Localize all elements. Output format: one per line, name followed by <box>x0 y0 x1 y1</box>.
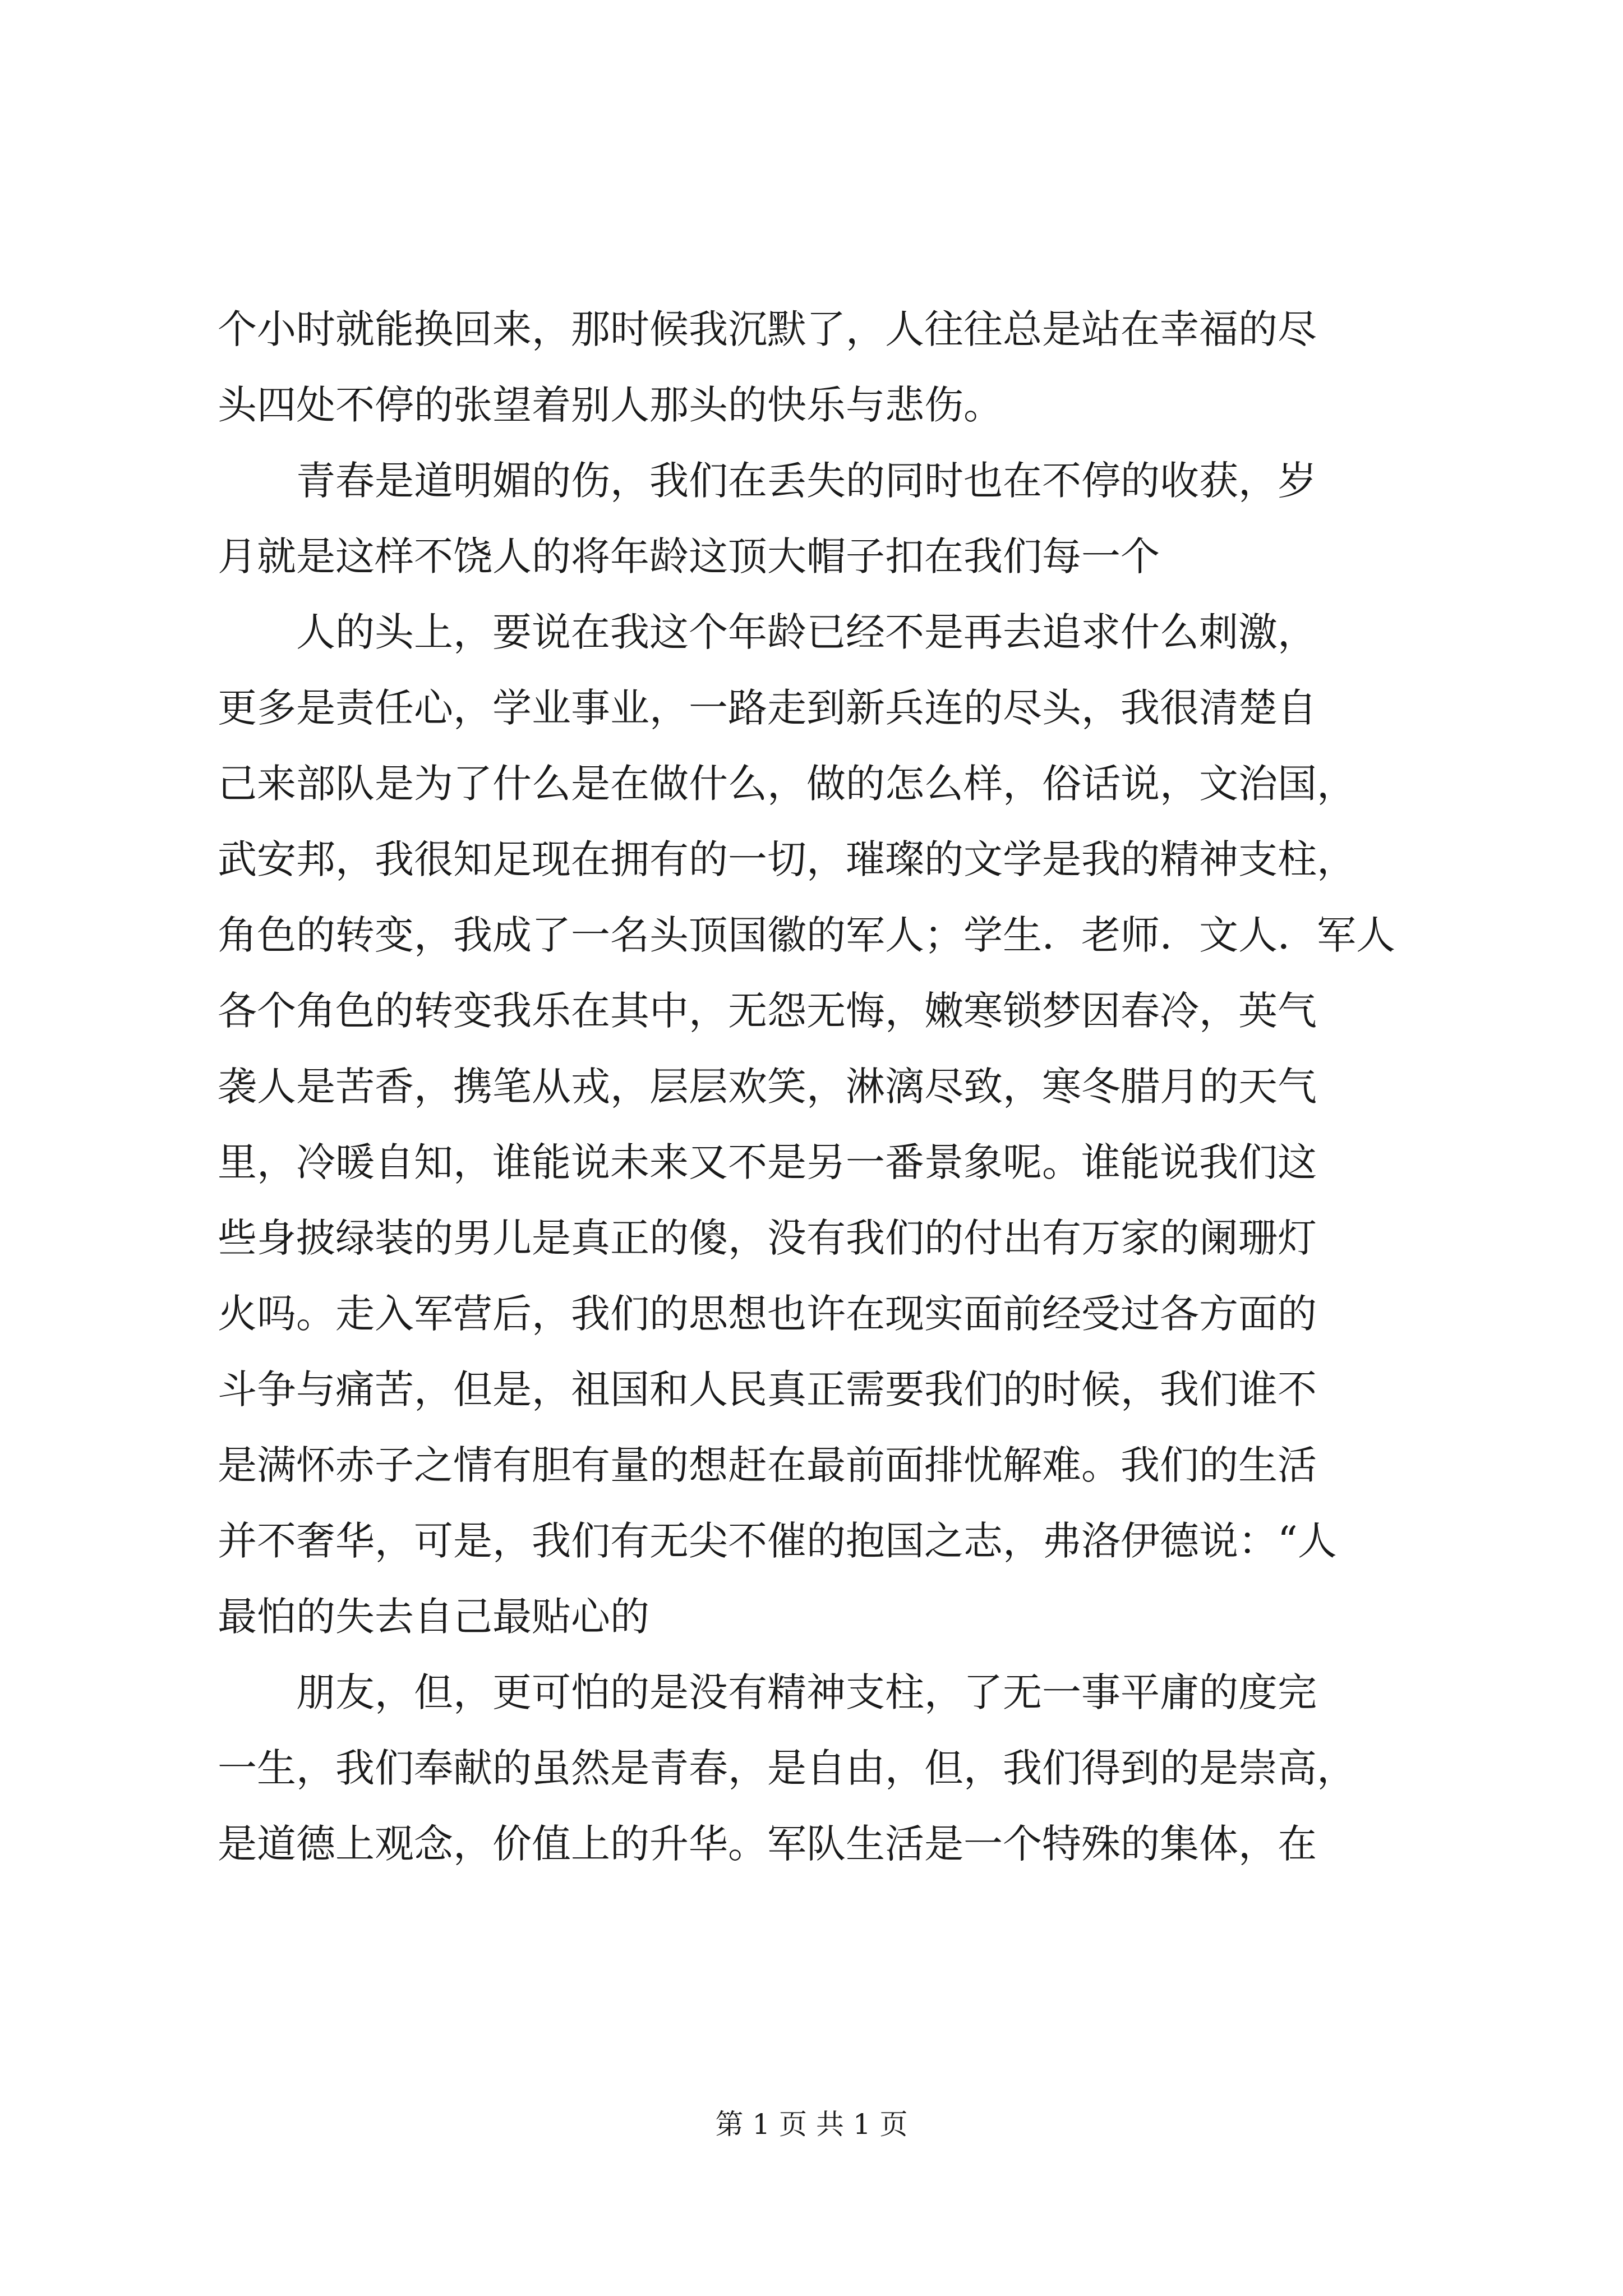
text-line: 月就是这样不饶人的将年龄这顶大帽子扣在我们每一个 <box>218 533 1160 579</box>
text-line: 各个角色的转变我乐在其中，无怨无悔，嫩寒锁梦因春冷，英气 <box>218 988 1317 1034</box>
text-line: 是满怀赤子之情有胆有量的想赶在最前面排忧解难。我们的生活 <box>218 1442 1317 1488</box>
text-line: 是道德上观念，价值上的升华。军队生活是一个特殊的集体，在 <box>218 1821 1317 1867</box>
text-line: 里，冷暖自知，谁能说未来又不是另一番景象呢。谁能说我们这 <box>218 1139 1317 1185</box>
text-line: 更多是责任心，学业事业，一路走到新兵连的尽头，我很清楚自 <box>218 685 1317 731</box>
text-line: 个小时就能换回来，那时候我沉默了，人往往总是站在幸福的尽 <box>218 306 1317 352</box>
text-line: 朋友，但，更可怕的是没有精神支柱，了无一事平庸的度完 <box>296 1669 1317 1715</box>
text-line: 并不奢华，可是，我们有无尖不催的抱国之志，弗洛伊德说：“人 <box>218 1518 1337 1564</box>
text-line: 最怕的失去自己最贴心的 <box>218 1594 649 1640</box>
document-body <box>218 292 1407 1882</box>
text-line: 角色的转变，我成了一名头顶国徽的军人；学生．老师．文人．军人 <box>218 912 1395 958</box>
text-line: 武安邦，我很知足现在拥有的一切，璀璨的文学是我的精神支柱， <box>218 836 1356 882</box>
text-line: 一生，我们奉献的虽然是青春，是自由，但，我们得到的是崇高， <box>218 1745 1356 1791</box>
text-line: 己来部队是为了什么是在做什么，做的怎么样，俗话说，文治国， <box>218 761 1356 807</box>
text-line: 人的头上，要说在我这个年龄已经不是再去追求什么刺激， <box>296 609 1317 655</box>
page-footer: 第 1 页 共 1 页 <box>715 2108 908 2141</box>
text-line: 头四处不停的张望着别人那头的快乐与悲伤。 <box>218 382 1003 428</box>
text-line: 火吗。走入军营后，我们的思想也许在现实面前经受过各方面的 <box>218 1291 1317 1337</box>
text-line: 些身披绿装的男儿是真正的傻，没有我们的付出有万家的阑珊灯 <box>218 1215 1317 1261</box>
text-line: 青春是道明媚的伤，我们在丢失的同时也在不停的收获，岁 <box>296 458 1317 504</box>
text-line: 斗争与痛苦，但是，祖国和人民真正需要我们的时候，我们谁不 <box>218 1366 1317 1412</box>
text-line: 袭人是苦香，携笔从戎，层层欢笑，淋漓尽致，寒冬腊月的天气 <box>218 1064 1317 1110</box>
